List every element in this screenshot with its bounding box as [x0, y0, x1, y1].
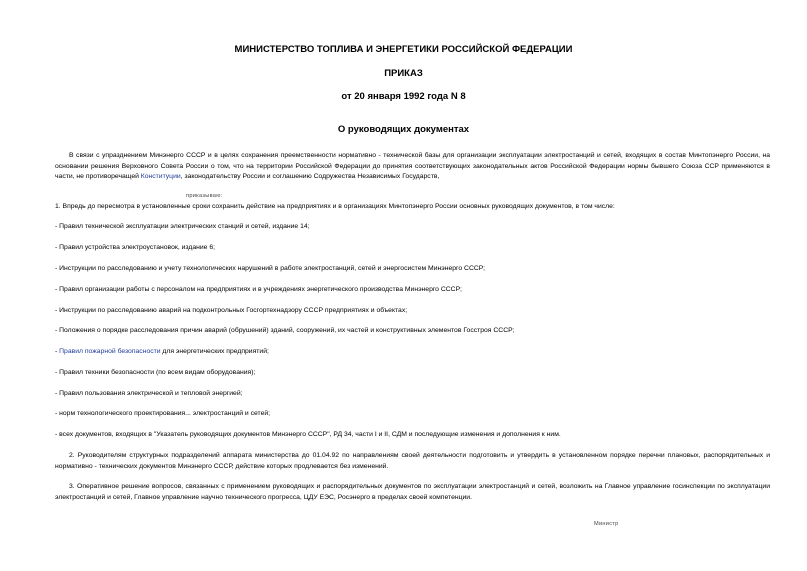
list-item: - всех документов, входящих в "Указатель руководящих документов Минэнерго СССР", РД 34, части I и II, СДМ и последующие изменения и дополнения к ним. — [55, 431, 561, 438]
list-item: - Правил техники безопасности (по всем видам оборудования); — [55, 369, 256, 376]
list-item: - Правил технической эксплуатации электрических станций и сетей, издание 14; — [55, 223, 310, 230]
preamble-text-after: , законодательству России и соглашению Содружества Независимых Государств, — [180, 173, 440, 180]
clause-2-paragraph: 2. Руководителям структурных подразделений аппарата министерства до 01.04.92 по направлениям своей деятельности подготовить и утвердить в установленном порядке перечни плановых, распорядительных и нормативно - технических документов Минэнерго СССР, действие которых продлевается без изменений. — [55, 452, 770, 470]
document-type: ПРИКАЗ — [384, 68, 423, 79]
list-item: - Правил организации работы с персоналом на предприятиях и в учреждениях энергетического производства Минэнерго СССР; — [55, 286, 462, 293]
list-item: - Инструкции по расследованию и учету технологических нарушений в работе электростанций, сетей и энергосистем Минэнерго СССР; — [55, 265, 486, 272]
list-item: - норм технологического проектирования... электростанций и сетей; — [55, 410, 271, 417]
preamble-paragraph — [55, 151, 770, 183]
list-item: - Правил устройства электроустановок, издание 6; — [55, 244, 216, 251]
signature-title: Министр — [594, 521, 619, 527]
fire-safety-rules-link[interactable]: Правил пожарной безопасности — [59, 348, 161, 355]
list-item-prefix: - — [55, 348, 60, 355]
list-item: - Положения о порядке расследования причин аварий (обрушений) зданий, сооружений, их частей и конструктивных элементов Госстроя СССР; — [55, 327, 515, 334]
document-subject: О руководящих документах — [337, 124, 470, 135]
preamble-text-before: В связи с упразднением Минэнерго СССР и в целях сохранения преемственности нормативно - технической базы для организации эксплуатации электростанций и сетей, входящих в состав Минтопэнерго России, на основании решения Верховного Совета России о том, что на территории Российской Федерации до принятия соответствующих законодательных актов Российской Федерации нормы бывшего Союза ССР применяются в части, не противоречащей — [55, 152, 770, 180]
clause-3-paragraph: 3. Оперативное решение вопросов, связанных с применением руководящих и распорядительных документов по эксплуатации электростанций и сетей, возложить на Главное управление госинспекции по эксплуатации электростанций и сетей, Главное управление научно технического прогресса, ЦДУ ЕЭС, Росэнерго в пределах своей компетенции. — [55, 483, 770, 501]
list-item: - Инструкции по расследованию аварий на подконтрольных Госгортехнадзору СССР предприятиях и объектах; — [55, 307, 408, 314]
clause-1-intro: 1. Впредь до пересмотра в установленные сроки сохранить действие на предприятиях и в организациях Минтопэнерго России основных руководящих документов, в том числе: — [55, 203, 615, 210]
list-item: - Правил пользования электрической и тепловой энергией; — [55, 390, 243, 397]
document-date-number: от 20 января 1992 года N 8 — [341, 91, 466, 102]
ministry-title: МИНИСТЕРСТВО ТОПЛИВА И ЭНЕРГЕТИКИ РОССИЙСКОЙ ФЕДЕРАЦИИ — [234, 44, 573, 55]
constitution-link[interactable]: Конституции — [140, 173, 181, 180]
list-item-rest: для энергетических предприятий; — [160, 348, 269, 355]
order-word: приказываю: — [186, 193, 223, 199]
list-item-fire-safety — [55, 347, 775, 357]
